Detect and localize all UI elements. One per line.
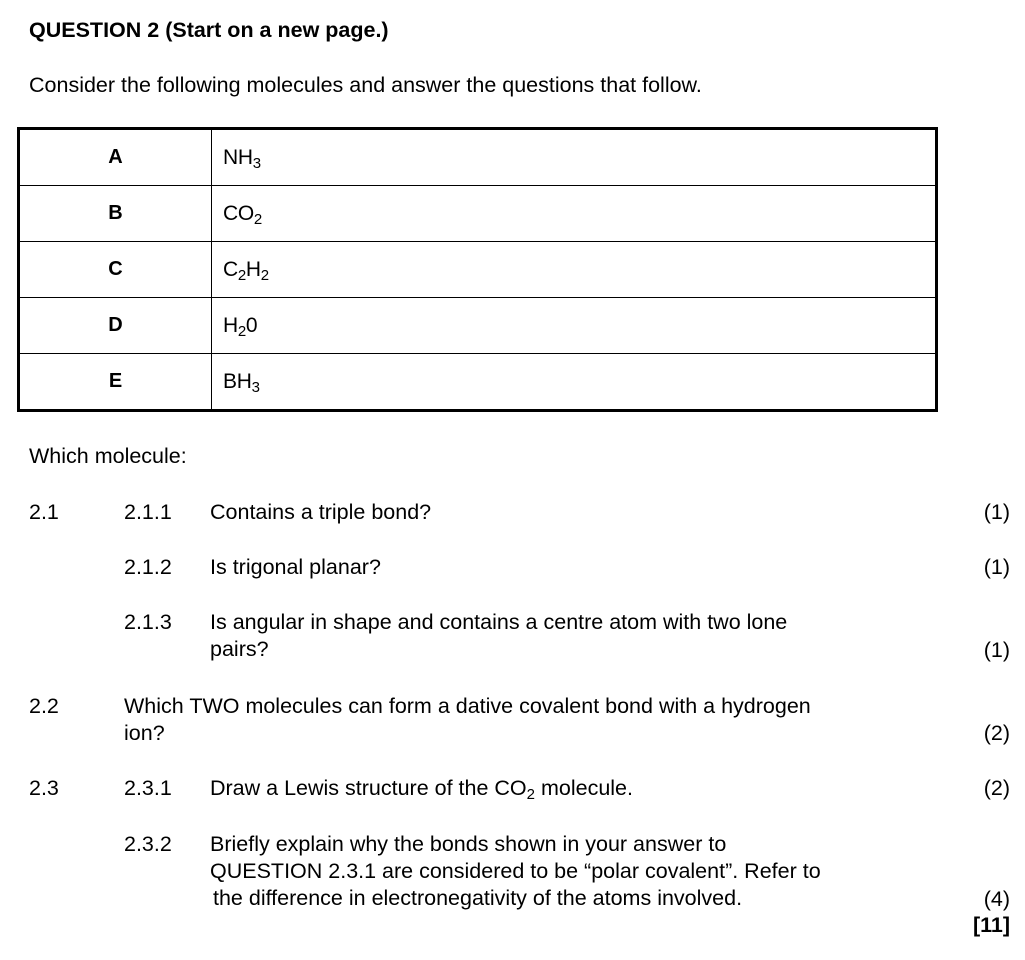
question-number-2-1: 2.1 [29, 500, 59, 524]
mark-2-1-1: (1) [983, 500, 1010, 524]
question-text-2-1-3-line2: pairs? [210, 637, 269, 661]
question-number-2-1-2: 2.1.2 [124, 555, 172, 579]
molecule-row [19, 242, 937, 298]
question-number-2-1-1: 2.1.1 [124, 500, 172, 524]
question-number-2-3-2: 2.3.2 [124, 832, 172, 856]
question-text-2-3-2-line3: the difference in electronegativity of the atoms involved. [213, 886, 743, 910]
question-text-2-3-1 [210, 775, 633, 802]
question-text-2-1-3-line1: Is angular in shape and contains a centre atom with two lone [210, 610, 788, 634]
question-text-2-1-1: Contains a triple bond? [210, 500, 432, 524]
molecule-formula [212, 129, 937, 186]
mark-2-1-2: (1) [983, 555, 1010, 579]
question-text-2-3-1-subscript: 2 [526, 786, 535, 803]
question-text-2-2-line1: Which TWO molecules can form a dative covalent bond with a hydrogen [124, 694, 811, 718]
formula-symbol: H [245, 257, 261, 281]
formula-symbol: C [223, 257, 238, 281]
formula-symbol: 0 [245, 313, 258, 337]
question-text-2-3-1-before: Draw a Lewis structure of the CO [210, 776, 527, 800]
formula-subscript: 2 [253, 210, 262, 228]
question-number-2-1-3: 2.1.3 [124, 610, 172, 634]
formula-subscript: 2 [237, 322, 246, 340]
formula-symbol: NH [223, 145, 253, 169]
molecule-formula [212, 298, 937, 354]
molecule-row [19, 129, 937, 186]
molecule-formula [212, 242, 937, 298]
molecule-formula [212, 186, 937, 242]
formula-subscript: 3 [252, 154, 261, 172]
molecule-letter: C [19, 242, 212, 298]
molecule-letter: B [19, 186, 212, 242]
which-molecule-lead: Which molecule: [29, 444, 187, 468]
mark-2-3-2: (4) [983, 887, 1010, 911]
question-text-2-1-2: Is trigonal planar? [210, 555, 381, 579]
question-text-2-2-line2: ion? [124, 721, 165, 745]
intro-text: Consider the following molecules and answer the questions that follow. [29, 73, 702, 97]
total-marks: [11] [972, 913, 1010, 937]
molecule-letter: D [19, 298, 212, 354]
question-number-2-2: 2.2 [29, 694, 59, 718]
question-text-2-3-2-line2: QUESTION 2.3.1 are considered to be “polar covalent”. Refer to [210, 859, 821, 883]
molecule-row [19, 354, 937, 411]
molecules-table [17, 127, 938, 412]
mark-2-1-3: (1) [983, 638, 1010, 662]
molecule-letter: E [19, 354, 212, 411]
question-number-2-3: 2.3 [29, 776, 59, 800]
formula-symbol: H [223, 313, 238, 337]
question-number-2-3-1: 2.3.1 [124, 776, 172, 800]
molecule-row [19, 298, 937, 354]
molecule-formula [212, 354, 937, 411]
question-heading: QUESTION 2 (Start on a new page.) [29, 18, 389, 42]
question-text-2-3-1-after: molecule. [535, 776, 633, 800]
mark-2-3-1: (2) [983, 776, 1010, 800]
formula-symbol: CO [223, 201, 254, 225]
formula-subscript: 2 [260, 266, 269, 284]
molecule-letter: A [19, 129, 212, 186]
mark-2-2: (2) [983, 721, 1010, 745]
formula-subscript: 3 [251, 378, 260, 396]
formula-subscript: 2 [237, 266, 246, 284]
molecule-row [19, 186, 937, 242]
formula-symbol: BH [223, 369, 252, 393]
question-text-2-3-2-line1: Briefly explain why the bonds shown in your answer to [210, 832, 727, 856]
